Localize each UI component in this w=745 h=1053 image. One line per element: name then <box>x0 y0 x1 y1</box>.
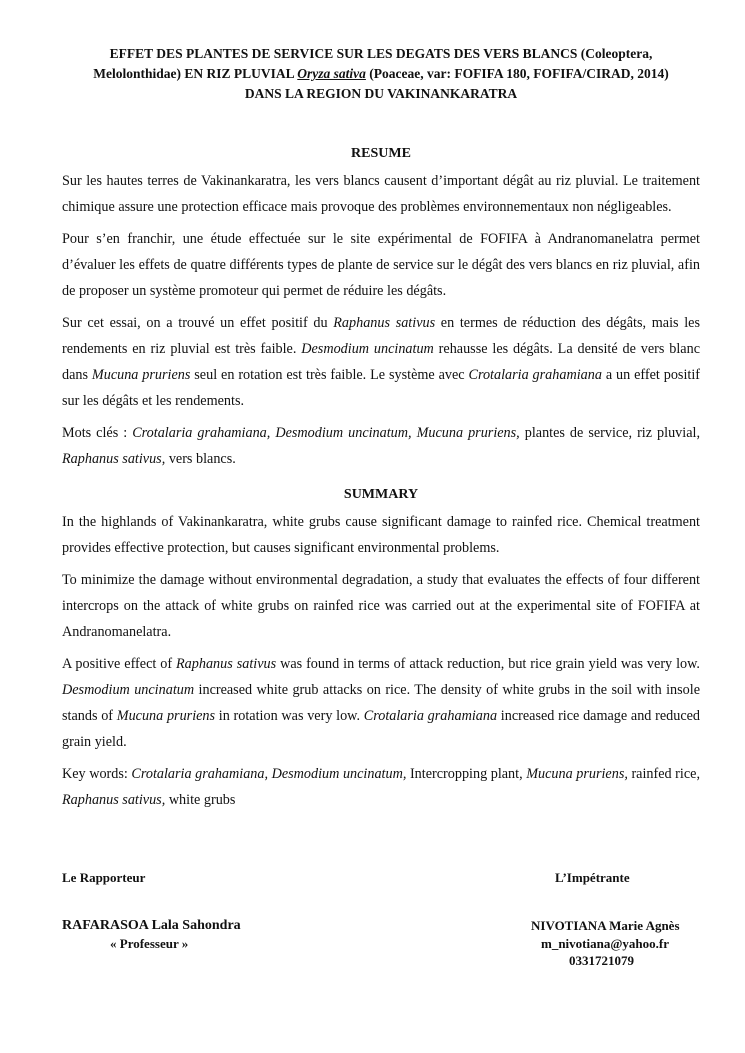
impetrante-name: NIVOTIANA Marie Agnès <box>531 918 680 933</box>
species-name: Raphanus sativus <box>333 315 436 331</box>
text-run: white grubs <box>165 792 236 808</box>
keywords-species: Raphanus sativus, <box>62 792 166 808</box>
text-run: rehausse les dégâts. La densité de vers blanc dans <box>62 341 700 383</box>
keywords-species: Crotalaria grahamiana, Desmodium uncinatum, <box>131 766 407 782</box>
species-name: Desmodium uncinatum <box>301 341 434 357</box>
resume-paragraph-1: Sur les hautes terres de Vakinankaratra, les vers blancs causent d’important dégât au riz pluvial. Le traitement chimique assure une protection efficace mais provoque des problèmes environnementaux non négligeables. <box>62 173 700 215</box>
text-run: increased white grub attacks on rice. The density of white grubs in the soil with insole stands of <box>62 682 700 724</box>
text-run: in rotation was very low. <box>215 708 364 724</box>
text-run: vers blancs. <box>165 451 236 467</box>
text-run: increased rice damage and reduced grain yield. <box>62 708 701 750</box>
impetrante-label: L’Impétrante <box>555 870 630 885</box>
text-run: a un effet positif sur les dégâts et les rendements. <box>62 367 700 409</box>
keywords-species: Crotalaria grahamiana, Desmodium uncinatum, Mucuna pruriens, <box>132 425 520 441</box>
keywords-species: Raphanus sativus, <box>62 451 166 467</box>
impetrante-phone: 0331721079 <box>569 953 634 968</box>
title-line-2-start: Melolonthidae) EN RIZ PLUVIAL <box>93 66 298 81</box>
document-title <box>62 44 700 104</box>
species-name: Desmodium uncinatum <box>62 682 195 698</box>
summary-keywords <box>62 761 700 813</box>
document-page <box>62 44 700 813</box>
title-line-2 <box>62 64 700 84</box>
impetrante-email: m_nivotiana@yahoo.fr <box>541 936 670 951</box>
text-run: was found in terms of attack reduction, but rice grain yield was very low. <box>276 656 700 672</box>
text-run: Sur cet essai, on a trouvé un effet positif du <box>62 315 334 331</box>
rapporteur-name: RAFARASOA Lala Sahondra <box>62 918 241 933</box>
species-name: Mucuna pruriens <box>91 367 191 383</box>
title-line-1: EFFET DES PLANTES DE SERVICE SUR LES DEGATS DES VERS BLANCS (Coleoptera, <box>109 46 653 61</box>
resume-paragraph-3 <box>62 310 700 414</box>
species-name: Raphanus sativus <box>176 656 277 672</box>
text-run: A positive effect of <box>62 656 177 672</box>
resume-keywords <box>62 420 700 472</box>
resume-heading: RESUME <box>351 146 411 161</box>
keywords-label: Key words: <box>62 766 132 782</box>
rapporteur-label: Le Rapporteur <box>62 870 146 885</box>
species-name: Mucuna pruriens <box>116 708 216 724</box>
summary-heading: SUMMARY <box>343 487 419 502</box>
text-run: plantes de service, riz pluvial, <box>519 425 700 441</box>
species-name: Crotalaria grahamiana <box>468 367 602 383</box>
resume-paragraph-2: Pour s’en franchir, une étude effectuée sur le site expérimental de FOFIFA à Andranomanelatra permet d’évaluer les effets de quatre différents types de plante de service sur le dégât des vers blancs en riz pluvial, afin de proposer un système promoteur qui permet de réduire les dégâts. <box>62 231 700 299</box>
title-line-2-end: (Poaceae, var: FOFIFA 180, FOFIFA/CIRAD, 2014) <box>365 66 669 81</box>
text-run: rainfed rice, <box>627 766 700 782</box>
rapporteur-title: « Professeur » <box>110 936 189 951</box>
summary-paragraph-1: In the highlands of Vakinankaratra, white grubs cause significant damage to rainfed rice. Chemical treatment provides effective protection, but causes significant environmental problems. <box>62 514 700 556</box>
species-name: Crotalaria grahamiana <box>363 708 498 724</box>
keywords-label: Mots clés : <box>62 425 133 441</box>
text-run: seul en rotation est très faible. Le système avec <box>190 367 469 383</box>
text-run: Intercropping plant, <box>406 766 527 782</box>
title-species-name: Oryza sativa <box>297 66 366 81</box>
summary-paragraph-3 <box>62 651 700 755</box>
summary-paragraph-2: To minimize the damage without environmental degradation, a study that evaluates the effects of four different intercrops on the attack of white grubs on rainfed rice was carried out at the experimental site of FOFIFA at Andranomanelatra. <box>62 572 700 640</box>
text-run: en termes de réduction des dégâts, mais les rendements en riz pluvial est très faible. <box>62 315 700 357</box>
keywords-species: Mucuna pruriens, <box>526 766 628 782</box>
title-line-3: DANS LA REGION DU VAKINANKARATRA <box>244 86 518 101</box>
